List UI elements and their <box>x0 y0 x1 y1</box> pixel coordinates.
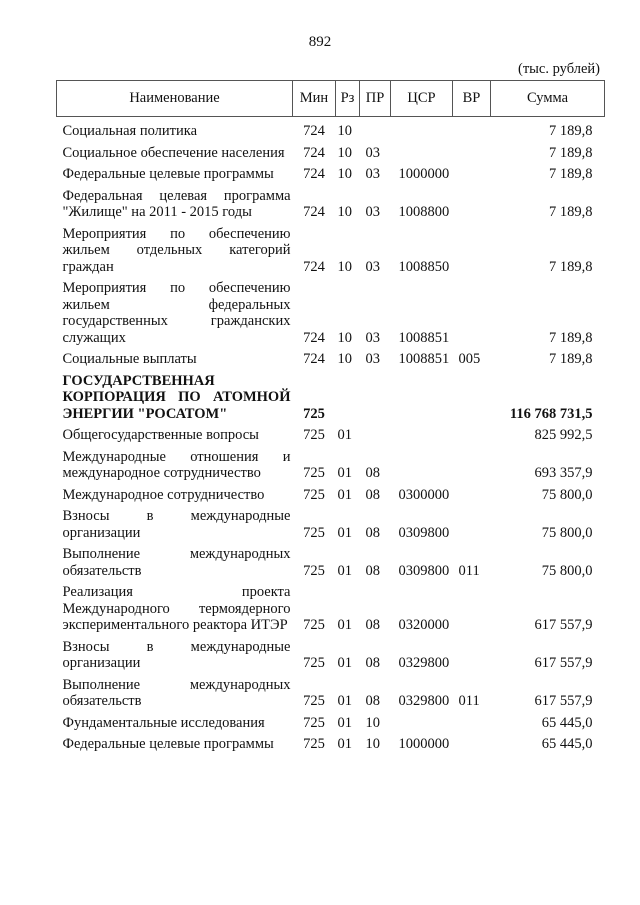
cell-vr <box>453 183 491 221</box>
cell-name: Общегосударственные вопросы <box>62 427 259 443</box>
cell-csr: 1000000 <box>398 166 450 182</box>
cell-sum: 65 445,0 <box>541 736 593 752</box>
header-csr: ЦСР <box>391 81 453 117</box>
cell-rz: 01 <box>337 486 352 503</box>
header-vr: ВР <box>453 81 491 117</box>
cell-vr <box>453 422 491 444</box>
cell-pr: 03 <box>365 166 380 182</box>
header-sum: Сумма <box>491 81 605 117</box>
cell-rz: 01 <box>337 693 352 709</box>
cell-rz: 10 <box>337 258 352 275</box>
cell-csr <box>391 422 453 444</box>
cell-rz: 01 <box>337 465 352 481</box>
cell-pr: 03 <box>365 329 380 346</box>
cell-pr: 08 <box>365 655 380 671</box>
cell-pr <box>360 422 391 444</box>
cell-min: 725 <box>303 693 325 709</box>
cell-rz: 01 <box>337 562 352 579</box>
cell-sum: 7 189,8 <box>549 351 593 367</box>
cell-rz: 10 <box>337 329 352 346</box>
cell-csr: 1000000 <box>398 736 450 752</box>
cell-rz: 10 <box>337 166 352 182</box>
cell-min: 725 <box>303 562 325 579</box>
cell-rz: 01 <box>337 524 352 541</box>
cell-pr: 08 <box>365 562 380 579</box>
header-name: Наименование <box>57 81 293 117</box>
cell-sum: 75 800,0 <box>541 562 593 579</box>
cell-vr: 011 <box>458 562 480 579</box>
cell-pr: 08 <box>365 465 380 481</box>
cell-vr <box>453 275 491 346</box>
cell-vr <box>453 368 491 423</box>
budget-table <box>56 80 605 753</box>
cell-csr: 1008850 <box>398 258 450 275</box>
cell-min: 724 <box>303 351 325 367</box>
cell-pr: 08 <box>365 486 380 503</box>
cell-min: 725 <box>303 714 325 731</box>
cell-min: 725 <box>303 617 325 633</box>
table-row <box>57 503 605 541</box>
cell-rz <box>336 368 360 423</box>
cell-name: Федеральные целевые программы <box>62 736 274 752</box>
cell-rz: 01 <box>337 427 352 443</box>
cell-pr: 03 <box>365 258 380 275</box>
cell-name: Взносы в международные организации <box>62 508 291 541</box>
cell-pr: 03 <box>365 204 380 220</box>
cell-pr <box>360 117 391 140</box>
cell-vr <box>453 140 491 162</box>
cell-vr <box>453 503 491 541</box>
table-row <box>57 368 605 423</box>
cell-sum: 693 357,9 <box>534 465 593 481</box>
cell-name: Международные отношения и международное сотрудничество <box>62 448 291 481</box>
table-row <box>57 221 605 276</box>
cell-name: Реализация проекта Международного термоядерного экспериментального реактора ИТЭР <box>62 584 291 633</box>
cell-name: Социальные выплаты <box>62 351 197 367</box>
cell-name: Международное сотрудничество <box>62 486 265 503</box>
cell-pr: 03 <box>365 144 380 161</box>
cell-min: 725 <box>303 427 325 443</box>
header-rz: Рз <box>336 81 360 117</box>
cell-vr <box>453 710 491 732</box>
cell-csr: 0329800 <box>398 693 450 709</box>
cell-min: 725 <box>303 524 325 541</box>
cell-name: Взносы в международные организации <box>62 638 291 671</box>
cell-csr <box>391 444 453 482</box>
cell-csr: 1008851 <box>398 351 450 367</box>
table-row <box>57 482 605 504</box>
table-row <box>57 117 605 140</box>
units-label: (тыс. рублей) <box>518 61 600 77</box>
cell-sum: 7 189,8 <box>549 329 593 346</box>
cell-vr <box>453 731 491 753</box>
cell-csr: 0309800 <box>398 562 450 579</box>
cell-csr: 0309800 <box>398 524 450 541</box>
cell-pr: 08 <box>365 617 380 633</box>
cell-sum: 617 557,9 <box>534 693 593 709</box>
cell-csr <box>391 368 453 423</box>
cell-min: 725 <box>303 465 325 481</box>
cell-min: 725 <box>303 405 325 422</box>
page-number: 892 <box>308 34 332 50</box>
table-row <box>57 634 605 672</box>
table-row <box>57 541 605 579</box>
cell-pr: 03 <box>365 351 380 367</box>
cell-min: 724 <box>303 144 325 161</box>
cell-vr <box>453 221 491 276</box>
cell-rz: 10 <box>337 351 352 367</box>
cell-vr <box>453 161 491 183</box>
cell-rz: 10 <box>337 123 352 139</box>
table-row <box>57 161 605 183</box>
cell-name: Социальная политика <box>62 123 198 139</box>
table-row <box>57 444 605 482</box>
cell-name: Фундаментальные исследования <box>62 714 265 731</box>
cell-min: 724 <box>303 123 325 139</box>
table-row <box>57 346 605 368</box>
cell-csr: 0300000 <box>398 486 450 503</box>
table-header <box>57 81 605 117</box>
table-row <box>57 731 605 753</box>
header-pr: ПР <box>360 81 391 117</box>
cell-min: 725 <box>303 655 325 671</box>
table-row <box>57 579 605 634</box>
cell-rz: 10 <box>337 204 352 220</box>
cell-rz: 01 <box>337 617 352 633</box>
cell-name: Выполнение международных обязательств <box>62 676 291 709</box>
table-row <box>57 183 605 221</box>
table-body <box>57 117 605 753</box>
cell-min: 724 <box>303 204 325 220</box>
cell-name: ГОСУДАРСТВЕННАЯ КОРПОРАЦИЯ ПО АТОМНОЙ ЭНЕРГИИ "РОСАТОМ" <box>62 372 291 422</box>
cell-name: Мероприятия по обеспечению жильем федеральных государственных гражданских служащих <box>62 280 291 346</box>
cell-pr <box>360 368 391 423</box>
cell-sum: 617 557,9 <box>534 617 593 633</box>
table-row <box>57 422 605 444</box>
cell-csr: 0329800 <box>398 655 450 671</box>
cell-pr: 10 <box>365 714 380 731</box>
cell-csr <box>391 710 453 732</box>
cell-sum: 75 800,0 <box>541 524 593 541</box>
cell-vr <box>453 444 491 482</box>
cell-vr <box>453 117 491 140</box>
table-row <box>57 710 605 732</box>
cell-sum: 7 189,8 <box>549 144 593 161</box>
cell-name: Федеральные целевые программы <box>62 166 274 182</box>
cell-sum: 7 189,8 <box>549 123 593 139</box>
cell-vr: 005 <box>458 351 481 367</box>
cell-sum: 7 189,8 <box>549 204 593 220</box>
cell-pr: 08 <box>365 524 380 541</box>
cell-csr <box>391 140 453 162</box>
cell-rz: 01 <box>337 714 352 731</box>
cell-csr: 1008800 <box>398 204 450 220</box>
cell-name: Социальное обеспечение населения <box>62 144 285 161</box>
cell-name: Мероприятия по обеспечению жильем отдельных категорий граждан <box>62 225 291 275</box>
cell-sum: 617 557,9 <box>534 655 593 671</box>
cell-vr <box>453 634 491 672</box>
table-row <box>57 672 605 710</box>
cell-vr <box>453 482 491 504</box>
header-min: Мин <box>293 81 336 117</box>
cell-sum: 65 445,0 <box>541 714 593 731</box>
cell-vr <box>453 579 491 634</box>
cell-pr: 08 <box>365 693 380 709</box>
cell-sum: 7 189,8 <box>549 258 593 275</box>
cell-sum: 7 189,8 <box>549 166 593 182</box>
cell-min: 725 <box>303 486 325 503</box>
cell-rz: 10 <box>337 144 352 161</box>
cell-min: 724 <box>303 258 325 275</box>
cell-csr: 0320000 <box>398 617 450 633</box>
table-row <box>57 140 605 162</box>
cell-sum: 75 800,0 <box>541 486 593 503</box>
cell-min: 724 <box>303 166 325 182</box>
cell-min: 724 <box>303 329 325 346</box>
cell-sum: 116 768 731,5 <box>509 405 593 422</box>
cell-csr: 1008851 <box>398 329 450 346</box>
cell-name: Выполнение международных обязательств <box>62 546 291 579</box>
cell-csr <box>391 117 453 140</box>
cell-min: 725 <box>303 736 325 752</box>
cell-pr: 10 <box>365 736 380 752</box>
cell-rz: 01 <box>337 736 352 752</box>
cell-sum: 825 992,5 <box>534 427 593 443</box>
cell-vr: 011 <box>458 693 480 709</box>
cell-name: Федеральная целевая программа "Жилище" на 2011 - 2015 годы <box>62 187 291 220</box>
cell-rz: 01 <box>337 655 352 671</box>
table-row <box>57 275 605 346</box>
